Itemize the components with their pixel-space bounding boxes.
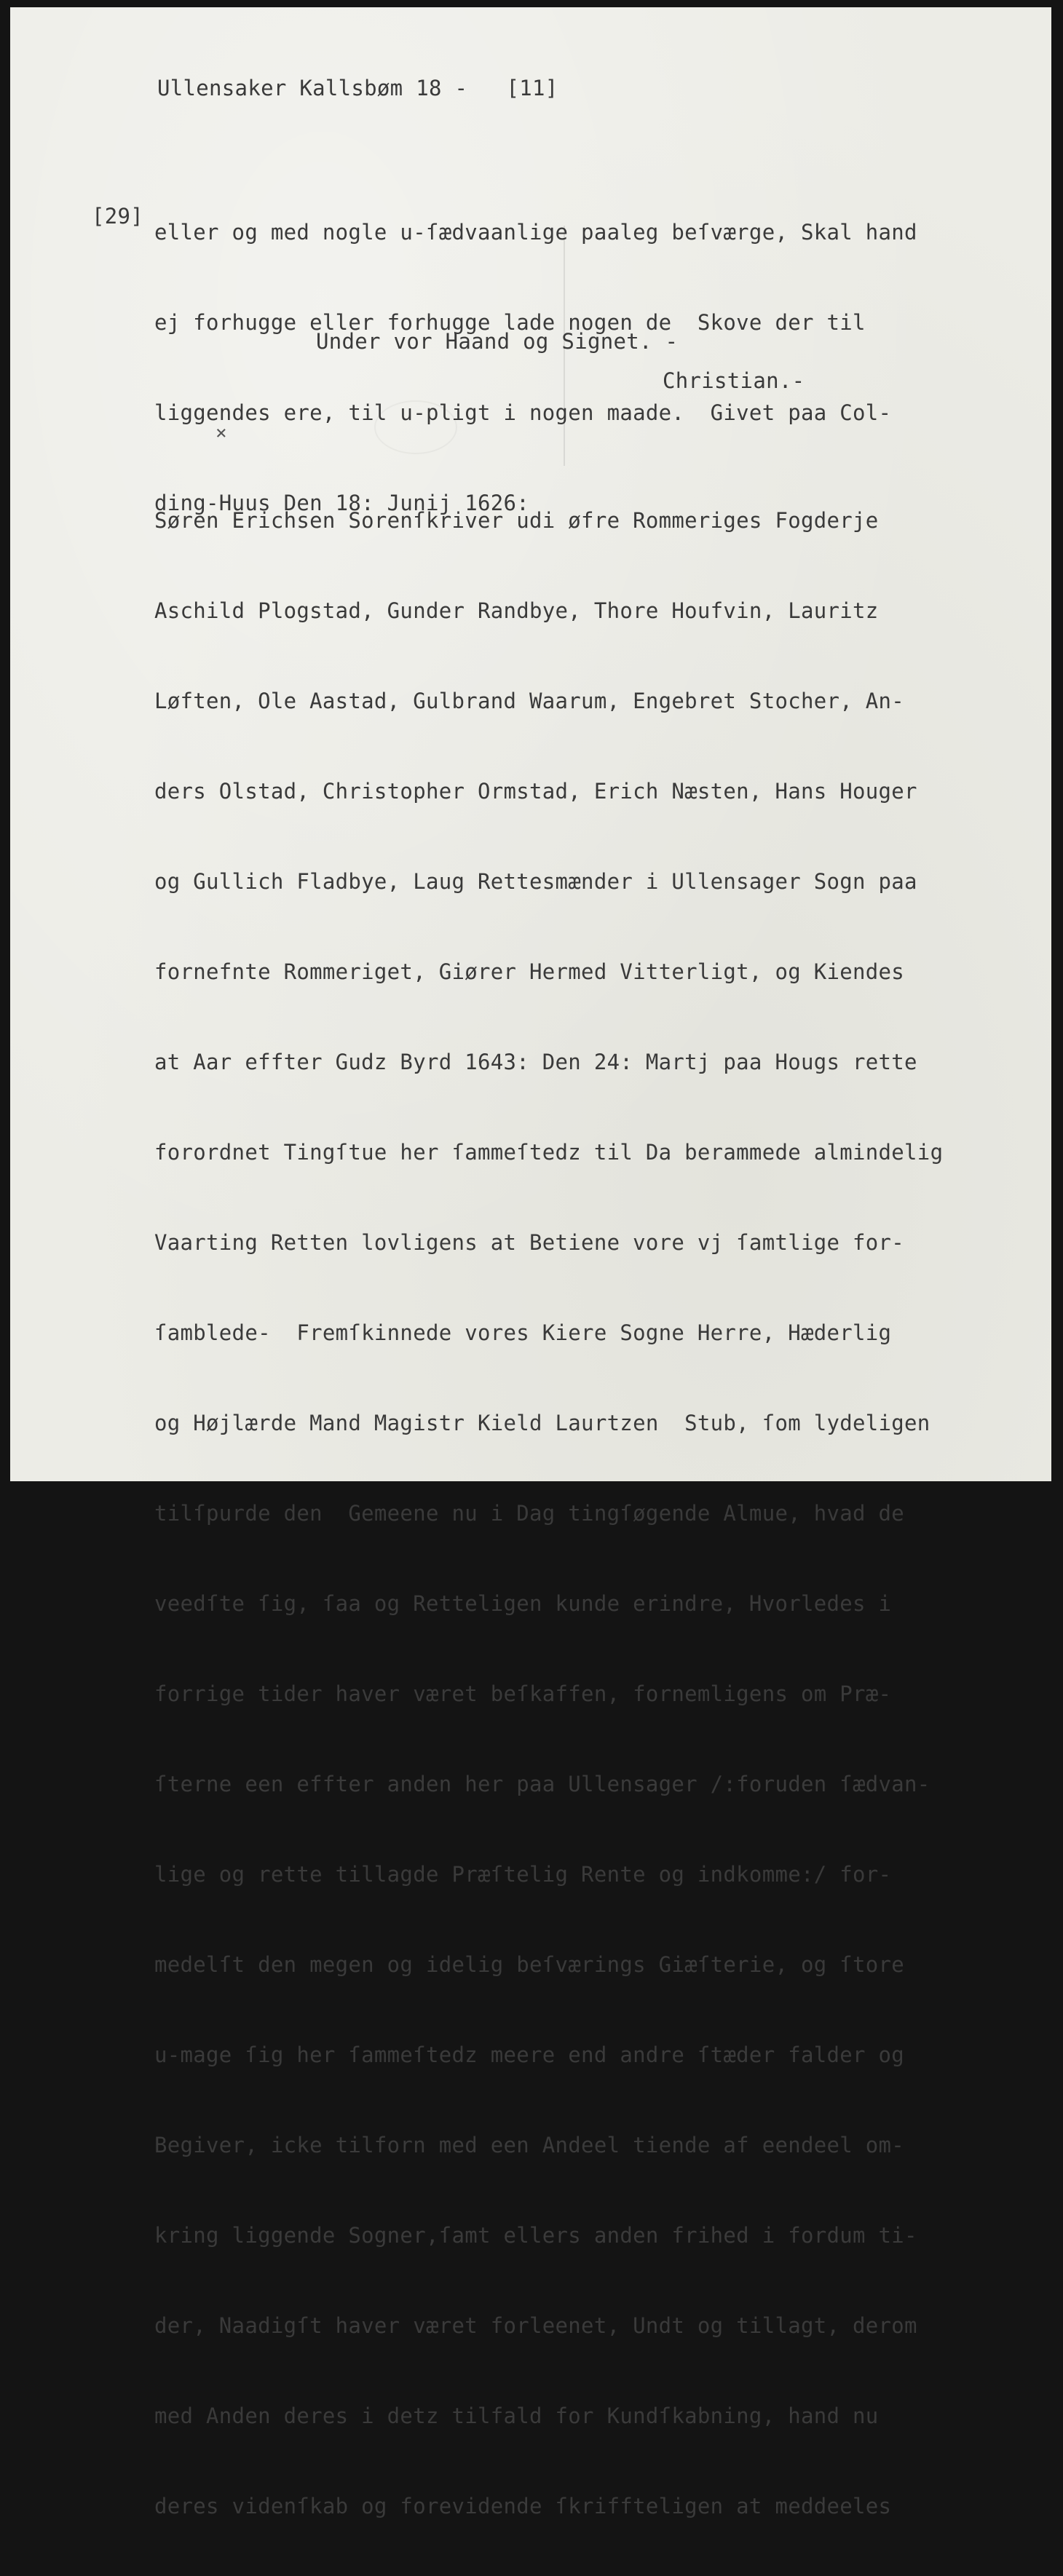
text-line: ding-Huus Den 18: Junij 1626: [154,491,530,515]
text-line: ders Olstad, Christopher Ormstad, Erich Næsten, Hans Houger [154,779,917,804]
text-line: Søren Erichsen Sorenſkriver udi øfre Rommeriges Fogderje [154,508,879,533]
text-line: og Højlærde Mand Magistr Kield Laurtzen Stub, ſom lydeligen [154,1411,930,1435]
paragraph-court-record [154,451,943,2576]
text-line: forordnet Tingſtue her ſammeſtedz til Da berammede almindelig [154,1140,944,1165]
signature-line: Under vor Haand og Signet. - [316,329,679,354]
text-line: der, Naadigſt haver været forleenet, Undt og tillagt, derom [154,2313,917,2338]
text-line: og Gullich Fladbye, Laug Rettesmænder i Ullensager Sogn paa [154,869,917,894]
text-line: kring liggende Sogner,ſamt ellers anden frihed i fordum ti- [154,2223,917,2248]
text-line: Begiver, icke tilforn med een Andeel tiende af eendeel om- [154,2133,905,2157]
text-line: veedſte ſig, ſaa og Retteligen kunde erindre, Hvorledes i [154,1591,892,1616]
margin-page-number: [29] [92,204,144,229]
text-line: tilſpurde den Gemeene nu i Dag tingſøgende Almue, hvad de [154,1501,905,1526]
text-line: ſamblede- Fremſkinnede vores Kiere Sogne Herre, Hæderlig [154,1320,892,1345]
text-line: forrige tider haver været beſkaffen, fornemligens om Præ- [154,1681,892,1706]
document-page [10,7,1051,2518]
cross-mark: × [216,422,227,444]
text-line: u-mage ſig her ſammeſtedz meere end andre ſtæder falder og [154,2042,905,2067]
text-line: eller og med nogle u-ſædvaanlige paaleg beſværge, Skal hand [154,220,917,245]
text-line: medelſt den megen og idelig beſværings Giæſterie, og ſtore [154,1952,905,1977]
text-line: Løften, Ole Aastad, Gulbrand Waarum, Engebret Stocher, An- [154,689,905,713]
text-line: fornefnte Rommeriget, Giører Hermed Vitterligt, og Kiendes [154,959,905,984]
text-line: lige og rette tillagde Præſtelig Rente og indkomme:/ for- [154,1862,892,1887]
text-line: ej forhugge eller forhugge lade nogen de Skove der til [154,310,866,335]
text-line: Vaarting Retten lovligens at Betiene vore vj ſamtlige for- [154,1230,905,1255]
text-line: Aschild Plogstad, Gunder Randbye, Thore Houfvin, Lauritz [154,598,879,623]
text-line: med Anden deres i detz tilfald for Kundſkabning, hand nu [154,2403,879,2428]
page-header: Ullensaker Kallsbøm 18 - [11] [157,76,558,100]
signature-name: Christian.- [663,368,805,393]
text-line: at Aar effter Gudz Byrd 1643: Den 24: Martj paa Hougs rette [154,1050,917,1074]
text-line: liggendes ere, til u-pligt i nogen maade. Givet paa Col- [154,400,892,425]
text-line: deres videnſkab og forevidende ſkriffteligen at meddeeles [154,2494,892,2518]
text-line: ſterne een effter anden her paa Ullensager /:foruden ſædvan- [154,1772,930,1796]
